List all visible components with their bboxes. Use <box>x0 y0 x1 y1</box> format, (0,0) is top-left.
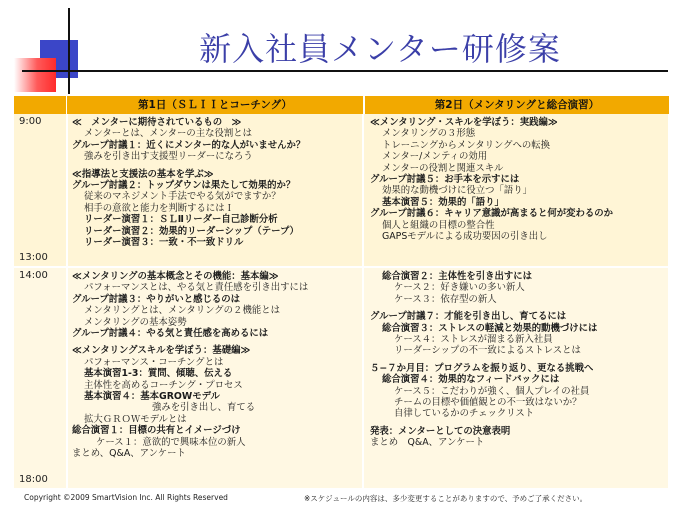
schedule-line: メンタリングの３形態 <box>382 128 476 140</box>
column-divider <box>66 268 68 488</box>
column-divider <box>362 114 364 266</box>
schedule-line: グループ討議２：トップダウンは果たして効果的か？ <box>72 180 296 192</box>
schedule-line: ≪ メンターに期待されているもの ≫ <box>72 117 242 128</box>
day2-morning-content <box>370 117 613 242</box>
day1-afternoon-content <box>72 271 308 460</box>
schedule-line: 発表：メンターとしての決意表明 <box>370 425 511 437</box>
day2-afternoon-content <box>370 271 597 449</box>
time-end: 18:00 <box>19 474 48 485</box>
schedule-line: リーダー演習１：ＳＬⅡリーダー自己診断分析 <box>84 214 278 226</box>
time-end: 13:00 <box>19 252 48 263</box>
schedule-line: メンター/メンティの効用 <box>382 151 488 163</box>
decor-vertical-line <box>68 8 70 94</box>
schedule-line: 効果的な動機づけに役立つ「語り」 <box>382 185 533 197</box>
time-start: 9:00 <box>19 116 42 127</box>
schedule-line: ケース３：依存型の新人 <box>394 293 497 305</box>
schedule-line: GAPSモデルによる成功要因の引き出し <box>382 231 548 243</box>
schedule-line: ≪指導法と支援法の基本を学ぶ≫ <box>72 168 214 180</box>
copyright-text: Copyright ©2009 SmartVision Inc. All Rights Reserved <box>24 493 228 502</box>
schedule-line: グループ討議４：やる気と責任感を高めるには <box>72 328 269 340</box>
schedule-line: メンタリングとは、メンタリングの２機能とは <box>84 305 280 317</box>
schedule-line: リーダー演習２：効果的リーダーシップ（テープ） <box>84 225 299 237</box>
schedule-line: 基本演習５：効果的「語り」 <box>382 196 504 208</box>
schedule-line: チームの目標や価値観との不一致はないか？ <box>394 397 582 409</box>
schedule-line: 総合演習４：効果的なフィードバックには <box>382 374 560 386</box>
schedule-line: 基本演習４：基本GROWモデル <box>84 391 220 403</box>
schedule-line: 拡大ＧＲＯＷモデルとは <box>84 413 187 425</box>
row-afternoon <box>14 268 668 488</box>
header-time-cell <box>14 96 66 114</box>
schedule-line: 総合演習２：主体性を引き出すには <box>382 271 533 282</box>
time-start: 14:00 <box>19 270 48 281</box>
schedule-line: 強みを引き出し、育てる <box>152 402 256 414</box>
schedule-line: 強みを引き出す支援型リーダーになろう <box>84 151 253 163</box>
schedule-line: 自律しているかのチェックリスト <box>394 408 535 420</box>
schedule-line: 個人と組織の目標の整合性 <box>382 219 495 231</box>
header-day1: 第1日（ＳＬＩＩとコーチング） <box>66 96 363 114</box>
decor-red-square <box>14 58 56 92</box>
row-morning <box>14 114 668 266</box>
header-day2: 第2日（メンタリングと総合演習） <box>364 96 669 114</box>
schedule-line: 基本演習1-3：質問、傾聴、伝える <box>84 368 233 380</box>
schedule-line: メンターの役割と関連スキル <box>382 162 504 174</box>
schedule-line: まとめ Q&A、アンケート <box>370 437 485 449</box>
schedule-line: 相手の意欲と能力を判断するにはＩ <box>84 202 235 214</box>
schedule-line: メンターとは、メンターの主な役割とは <box>84 128 253 140</box>
schedule-line: ≪メンタリング・スキルを学ぼう：実践編≫ <box>370 117 558 128</box>
schedule-line: 主体性を高めるコーチング・プロセス <box>84 379 243 391</box>
schedule-line: パフォーマンスとは、やる気と責任感を引き出すには <box>84 282 309 294</box>
title-underline <box>22 70 668 72</box>
schedule-line: ケース２：好き嫌いの多い新人 <box>394 282 525 294</box>
schedule-line: まとめ、Q&A、アンケート <box>72 448 186 460</box>
schedule-table <box>14 96 668 488</box>
schedule-line: ５−７か月目：プログラムを振り返り、更なる挑戦へ <box>370 362 594 374</box>
schedule-line: 従来のマネジメント手法でやる気がでますか？ <box>84 191 281 203</box>
schedule-line: ≪メンタリングの基本概念とその機能：基本編≫ <box>72 271 279 282</box>
schedule-line: リーダー演習３：一致・不一致ドリル <box>84 237 244 249</box>
schedule-line: ケース１：意欲的で興味本位の新人 <box>96 436 246 448</box>
column-divider <box>66 114 68 266</box>
schedule-line: ケース４：ストレスが溜まる新入社員 <box>394 334 553 346</box>
schedule-line: トレーニングからメンタリングへの転換 <box>382 139 551 151</box>
schedule-line: グループ討議１：近くにメンター的な人がいませんか？ <box>72 139 306 151</box>
day1-morning-content <box>72 117 305 248</box>
schedule-line: グループ討議３：やりがいと感じるのは <box>72 293 241 305</box>
schedule-line: リーダーシップの不一致によるストレスとは <box>394 345 581 357</box>
schedule-line: ≪メンタリングスキルを学ぼう：基礎編≫ <box>72 345 251 357</box>
page-title: 新入社員メンター研修案 <box>199 30 561 68</box>
schedule-line: メンタリングの基本姿勢 <box>84 316 187 328</box>
schedule-line: グループ討議５：お手本を示すには <box>370 174 520 186</box>
schedule-line: 総合演習１：目標の共有とイメージづけ <box>72 425 241 437</box>
schedule-line: グループ討議６：キャリア意識が高まると何が変わるのか <box>370 208 614 220</box>
schedule-note: ※スケジュールの内容は、多少変更することがありますので、予めご了承ください。 <box>304 494 588 503</box>
schedule-line: ケース５：こだわりが強く、個人プレイの社員 <box>394 385 590 397</box>
column-divider <box>362 268 364 488</box>
schedule-line: 総合演習３：ストレスの軽減と効果的動機づけには <box>382 322 598 334</box>
schedule-line: パフォーマンス・コーチングとは <box>84 356 224 368</box>
schedule-line: グループ討議７：才能を引き出し、育てるには <box>370 311 567 323</box>
